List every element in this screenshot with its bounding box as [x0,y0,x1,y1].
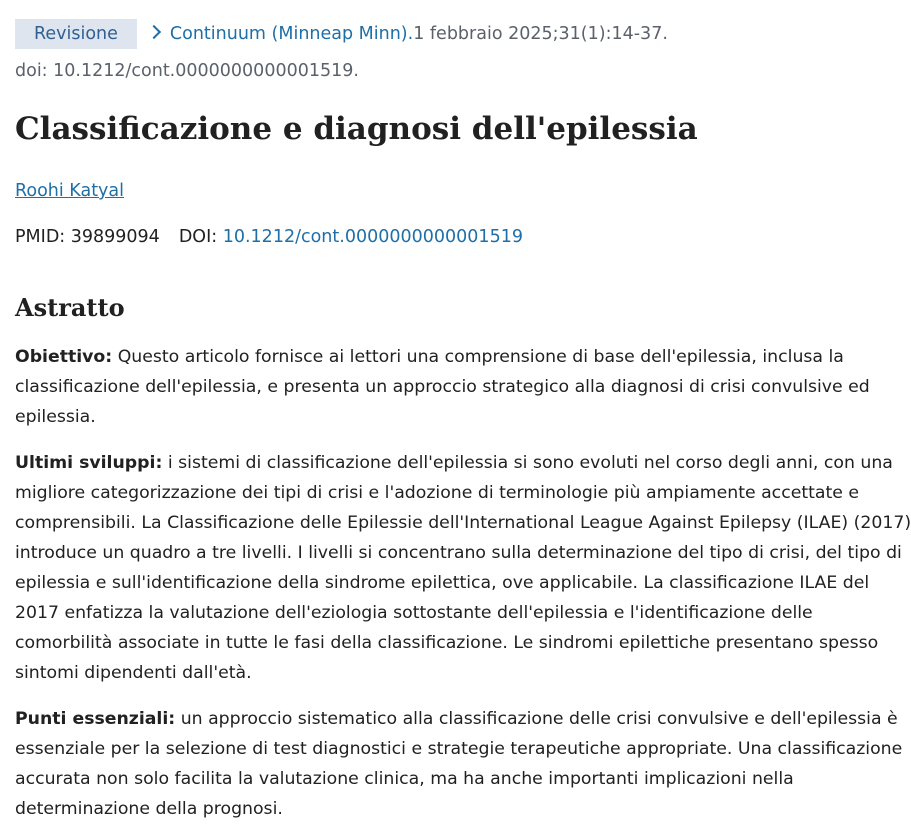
abstract-heading: Astratto [15,293,125,322]
journal-link[interactable]: Continuum (Minneap Minn). [169,24,414,44]
citation-row [15,19,911,49]
abstract-line: accurata non solo facilita la valutazione clinica, ma ha anche importanti implicazioni nella [15,769,794,789]
author-link[interactable]: Roohi Katyal [15,181,124,201]
abstract-line: Questo articolo fornisce ai lettori una comprensione di base dell'epilessia, inclusa la [112,347,844,367]
abstract-body [15,342,911,840]
doi-link[interactable]: 10.1212/cont.0000000000001519 [222,227,523,247]
abstract-line: sintomi dipendenti dall'età. [15,663,252,683]
chevron-right-icon[interactable] [147,25,161,39]
article-title: Classificazione e diagnosi dell'epilessia [15,111,698,147]
article-type-badge: Revisione [15,19,137,49]
section-label: Ultimi sviluppi: [15,453,163,473]
abstract-essential-points [15,704,911,824]
abstract-line: introduce un quadro a tre livelli. I livelli si concentrano sulla determinazione del tipo di crisi, del tipo di [15,543,902,563]
abstract-line: essenziale per la selezione di test diagnostici e strategie terapeutiche appropriate. Una classificazione [15,739,903,759]
abstract-line: i sistemi di classificazione dell'epilessia si sono evoluti nel corso degli anni, con una [162,453,893,473]
identifiers-row [15,224,523,250]
abstract-line: un approccio sistematico alla classificazione delle crisi convulsive e dell'epilessia è [175,709,898,729]
doi-line: doi: 10.1212/cont.0000000000001519. [15,61,359,81]
citation-text: 1 febbraio 2025;31(1):14-37. [413,24,668,44]
abstract-line: epilessia e sull'identificazione della sindrome epilettica, ove applicabile. La classificazione ILAE del [15,573,870,593]
section-label: Obiettivo: [15,347,113,367]
section-label: Punti essenziali: [15,709,176,729]
pmid: PMID: 39899094 [15,227,160,247]
abstract-line: migliore categorizzazione dei tipi di crisi e l'adozione di terminologie più ampiamente accettate e [15,483,859,503]
abstract-line: 2017 enfatizza la valutazione dell'eziologia sottostante dell'epilessia e l'identificazione delle [15,603,813,623]
abstract-line: epilessia. [15,407,96,427]
abstract-line: determinazione della prognosi. [15,799,283,819]
abstract-line: comorbilità associate in tutte le fasi della classificazione. Le sindromi epilettiche presentano spesso [15,633,879,653]
abstract-line: classificazione dell'epilessia, e presenta un approccio strategico alla diagnosi di crisi convulsive ed [15,377,870,397]
doi-label: DOI: [178,227,218,247]
abstract-recent-developments [15,448,911,688]
abstract-objective [15,342,911,432]
abstract-line: comprensibili. La Classificazione delle Epilessie dell'International League Against Epilepsy (ILAE) (2017) [15,513,911,533]
